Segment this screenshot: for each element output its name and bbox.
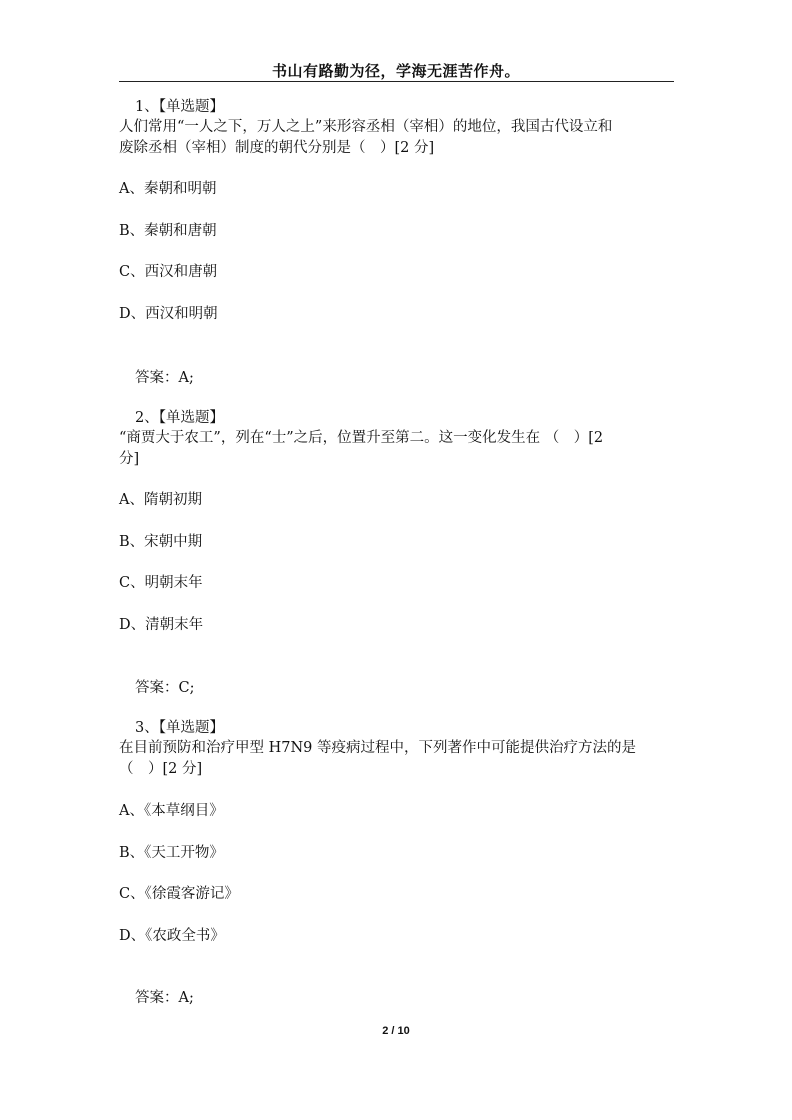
option-d: D、西汉和明朝 — [119, 306, 218, 322]
question-2 — [119, 408, 679, 470]
option-c: C、明朝末年 — [119, 575, 203, 591]
question-title: 1、【单选题】 — [135, 99, 224, 115]
answer: 答案：C; — [135, 680, 195, 696]
option-b: B、宋朝中期 — [119, 534, 203, 550]
option-c: C、西汉和唐朝 — [119, 264, 218, 280]
question-stem-line: 分] — [119, 451, 140, 467]
question-3 — [119, 718, 679, 780]
answer: 答案：A; — [135, 370, 194, 386]
question-stem-line: 在目前预防和治疗甲型 H7N9 等疫病过程中，下列著作中可能提供治疗方法的是 — [119, 740, 636, 756]
question-title: 3、【单选题】 — [135, 720, 224, 736]
option-d: D、《农政全书》 — [119, 928, 225, 944]
question-title: 2、【单选题】 — [135, 410, 224, 426]
page-header-motto: 书山有路勤为径，学海无涯苦作舟。 — [271, 62, 520, 80]
question-1 — [119, 97, 679, 159]
option-a: A、隋朝初期 — [119, 492, 202, 508]
answer: 答案：A; — [135, 990, 194, 1006]
question-stem-line: （ ）[2 分] — [119, 761, 203, 777]
option-b: B、秦朝和唐朝 — [119, 223, 217, 239]
header-divider — [119, 81, 674, 82]
question-stem-line: 废除丞相（宰相）制度的朝代分别是（ ）[2 分] — [119, 140, 435, 156]
option-a: A、秦朝和明朝 — [119, 181, 217, 197]
page-number: 2 / 10 — [382, 1025, 410, 1037]
option-a: A、《本草纲目》 — [119, 803, 224, 819]
option-c: C、《徐霞客游记》 — [119, 886, 239, 902]
question-stem-line: “商贾大于农工”，列在“士”之后，位置升至第二。这一变化发生在 （ ）[2 — [119, 430, 604, 446]
option-d: D、清朝末年 — [119, 617, 204, 633]
option-b: B、《天工开物》 — [119, 845, 224, 861]
question-stem-line: 人们常用“一人之下，万人之上”来形容丞相（宰相）的地位，我国古代设立和 — [119, 119, 613, 135]
